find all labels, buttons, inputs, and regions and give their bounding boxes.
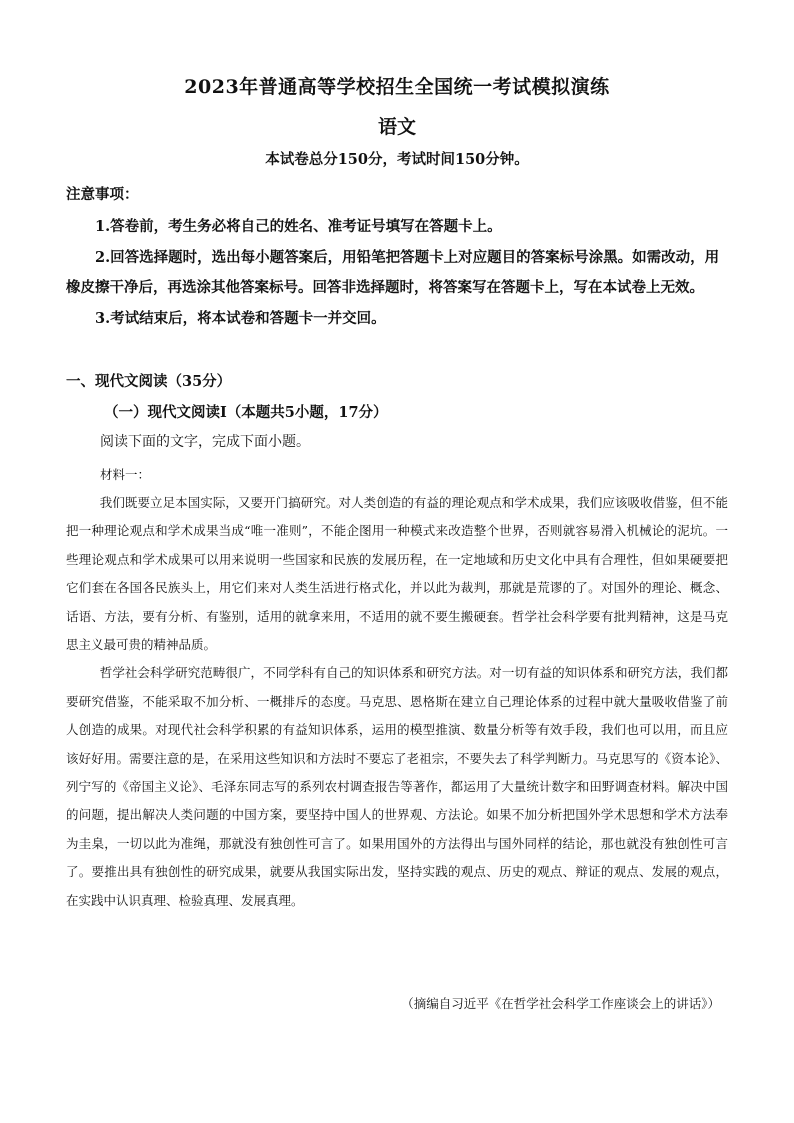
material-paragraph: 哲学社会科学研究范畴很广，不同学科有自己的知识体系和研究方法。对一切有益的知识体系和研究方法，我们都要研究借鉴，不能采取不加分析、一概排斥的态度。马克思、恩格斯在建立自己理论体系的过程中就大量吸收借鉴了前人创造的成果。对现代社会科学积累的有益知识体系，运用的模型推演、数量分析等有效手段，我们也可以用，而且应该好好用。需要注意的是，在采用这些知识和方法时不要忘了老祖宗，不要失去了科学判断力。马克思写的《资本论》、列宁写的《帝国主义论》、毛泽东同志写的系列农村调查报告等著作，都运用了大量统计数字和田野调查材料。解决中国的问题，提出解决人类问题的中国方案，要坚持中国人的世界观、方法论。如果不加分析把国外学术思想和学术方法奉为圭臬，一切以此为准绳，那就没有独创性可言了。如果用国外的方法得出与国外同样的结论，那也就没有独创性可言了。要推出具有独创性的研究成果，就要从我国实际出发，坚持实践的观点、历史的观点、辩证的观点、发展的观点，在实践中认识真理、检验真理、发展真理。 [66, 665, 728, 908]
material-source: （摘编自习近平《在哲学社会科学工作座谈会上的讲话》） [401, 996, 720, 1011]
notice-item: 2.回答选择题时，选出每小题答案后，用铅笔把答题卡上对应题目的答案标号涂黑。如需改动，用橡皮擦干净后，再选涂其他答案标号。回答非选择题时，将答案写在答题卡上，写在本试卷上无效。 [66, 248, 720, 296]
exam-info: 本试卷总分150分，考试时间150分钟。 [265, 151, 529, 168]
notice-heading: 注意事项： [66, 186, 139, 203]
subsection-heading: （一）现代文阅读Ⅰ（本题共5小题，17分） [104, 404, 388, 421]
notice-list [66, 212, 730, 334]
exam-title: 2023年普通高等学校招生全国统一考试模拟演练 [184, 76, 610, 98]
section-heading: 一、现代文阅读（35分） [66, 373, 232, 390]
material-label: 材料一： [100, 467, 151, 482]
material-paragraph: 我们既要立足本国实际，又要开门搞研究。对人类创造的有益的理论观点和学术成果，我们应该吸收借鉴，但不能把一种理论观点和学术成果当成“唯一准则”，不能企图用一种模式来改造整个世界，否则就容易滑入机械论的泥坑。一些理论观点和学术成果可以用来说明一些国家和民族的发展历程，在一定地域和历史文化中具有合理性，但如果硬要把它们套在各国各民族头上，用它们来对人类生活进行格式化，并以此为裁判，那就是荒谬的了。对国外的理论、概念、话语、方法，要有分析、有鉴别，适用的就拿来用，不适用的就不要生搬硬套。哲学社会科学要有批判精神，这是马克思主义最可贵的精神品质。 [66, 495, 728, 653]
subject-title: 语文 [377, 116, 416, 138]
notice-item: 1.答卷前，考生务必将自己的姓名、准考证号填写在答题卡上。 [95, 218, 502, 235]
notice-item: 3.考试结束后，将本试卷和答题卡一并交回。 [95, 309, 386, 327]
reading-instruction: 阅读下面的文字，完成下面小题。 [100, 434, 310, 450]
material-body [66, 489, 728, 915]
